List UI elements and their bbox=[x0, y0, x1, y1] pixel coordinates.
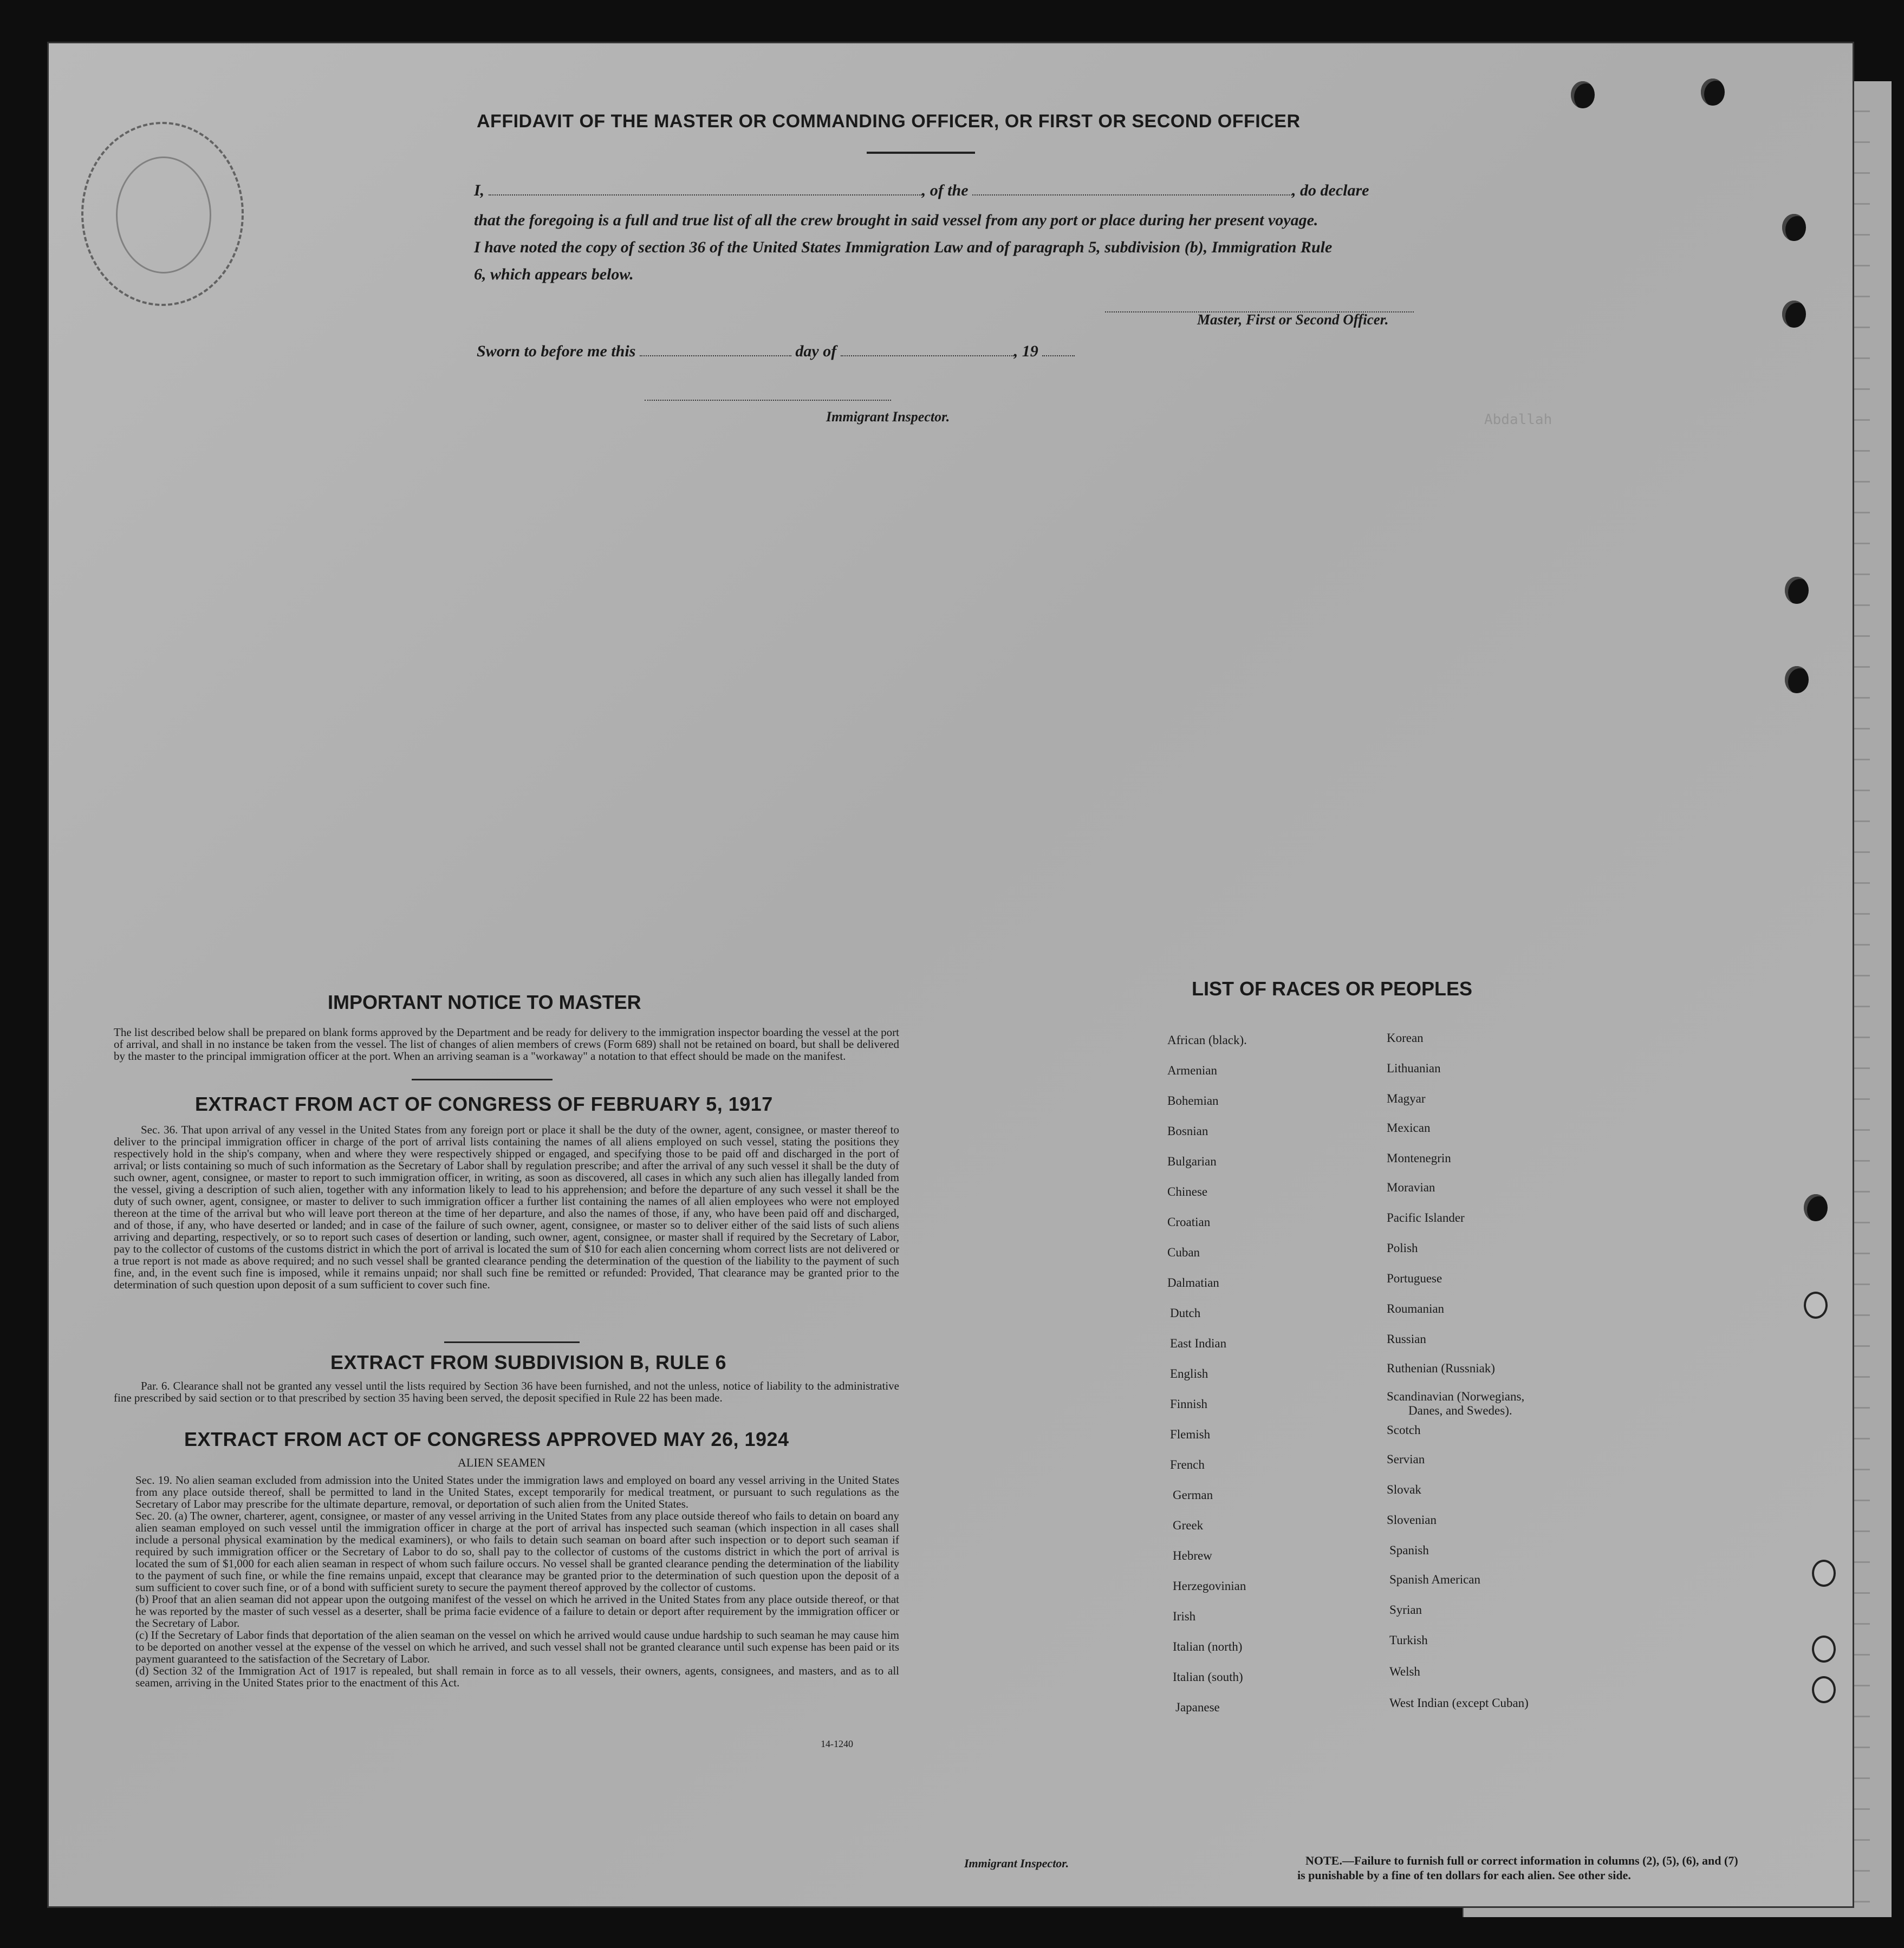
race-item: Irish bbox=[1173, 1610, 1196, 1623]
races-title: LIST OF RACES OR PEOPLES bbox=[1192, 978, 1473, 1000]
punch-hole bbox=[1804, 1194, 1828, 1221]
race-item: African (black). bbox=[1167, 1033, 1247, 1047]
race-item: Danes, and Swedes). bbox=[1408, 1404, 1512, 1417]
race-item: Roumanian bbox=[1387, 1302, 1445, 1315]
race-item: Welsh bbox=[1389, 1665, 1420, 1678]
punch-hole bbox=[1701, 79, 1725, 106]
punch-hole bbox=[1812, 1636, 1836, 1663]
sec-19-text: Sec. 19. No alien seaman excluded from admission into the United States under the immigration laws and employed on board any vessel arriving in the United States from any place outside thereof, shall be permitted to land in the United States, except temporarily for medical treatment, or pursuant to such regulations as the Secretary of Labor may prescribe for the ultimate departure, removal, or deportation of such alien from the United States. bbox=[135, 1474, 899, 1510]
do-declare-label: , do declare bbox=[1292, 181, 1369, 199]
sworn-day-label: day of bbox=[795, 342, 837, 360]
race-item: Herzegovinian bbox=[1173, 1579, 1246, 1593]
race-item: Armenian bbox=[1167, 1064, 1217, 1077]
section-rule bbox=[444, 1341, 580, 1343]
extract-rule6-text: Par. 6. Clearance shall not be granted any vessel until the lists required by Section 36 have been furnished, and not the unless, notice of liability to the administrative fine prescribed by said section or to that prescribed by section 35 having been served, the deposit specified in Rule 22 has been made. bbox=[114, 1379, 899, 1404]
declarant-name-field[interactable] bbox=[489, 194, 922, 196]
race-item: Mexican bbox=[1387, 1121, 1431, 1135]
race-item: Greek bbox=[1173, 1519, 1204, 1532]
race-item: Turkish bbox=[1389, 1633, 1428, 1647]
notice-title: IMPORTANT NOTICE TO MASTER bbox=[328, 991, 641, 1013]
punch-hole bbox=[1782, 214, 1806, 241]
punch-hole bbox=[1785, 666, 1809, 693]
sworn-prefix: Sworn to before me this bbox=[477, 342, 636, 360]
bleed-through-text: Abdallah bbox=[1484, 412, 1552, 428]
footer-note-line-2: is punishable by a fine of ten dollars for each alien. See other side. bbox=[1297, 1868, 1631, 1882]
race-item: Montenegrin bbox=[1387, 1151, 1451, 1165]
race-item: Russian bbox=[1387, 1332, 1426, 1346]
race-item: Polish bbox=[1387, 1241, 1418, 1255]
sec-20a-text: Sec. 20. (a) The owner, charterer, agent, consignee, or master of any vessel arriving in the United States from any place outside thereof who fails to detain on board any alien seaman employed on such vessel until the immigration officer in charge at the port of arrival has inspected such seaman (which inspection in all cases shall include a personal physical examination by the medical examiners), or who fails to detain such seaman on board after such inspection or to deport such seaman if required by such immigration officer or the Secretary of Labor to do so, shall pay to the collector of customs of the customs district in which the port of arrival is located the sum of $1,000 for each alien seaman in respect of whom such failure occurs. No vessel shall be granted clearance pending the determination of the liability to the payment of such fine, or while the fine remains unpaid, except that clearance may be granted prior to the determination of such question upon the deposit of a sum sufficient to cover such fine, or of a bond with sufficient surety to secure the payment thereof approved by the collector of customs. bbox=[135, 1509, 899, 1594]
declarant-label: I, bbox=[474, 181, 485, 199]
race-item: German bbox=[1173, 1488, 1213, 1502]
sec-20d-text: (d) Section 32 of the Immigration Act of 1917 is repealed, but shall remain in force as to all vessels, their owners, agents, consignees, and masters, and as to all seamen, arriving in the United States prior to the enactment of this Act. bbox=[135, 1664, 899, 1689]
declaration-line-2: that the foregoing is a full and true list of all the crew brought in said vessel from any port or place during her present voyage. bbox=[474, 211, 1318, 229]
race-item: West Indian (except Cuban) bbox=[1389, 1696, 1529, 1710]
race-item: East Indian bbox=[1170, 1337, 1227, 1350]
race-item: Syrian bbox=[1389, 1603, 1422, 1617]
race-item: Hebrew bbox=[1173, 1549, 1212, 1562]
race-item: English bbox=[1170, 1367, 1208, 1380]
race-item: Korean bbox=[1387, 1031, 1424, 1045]
race-item: Italian (south) bbox=[1173, 1670, 1243, 1684]
master-signature-label: Master, First or Second Officer. bbox=[1197, 311, 1389, 328]
declaration-line-4: 6, which appears below. bbox=[474, 265, 634, 283]
vessel-name-field[interactable] bbox=[972, 194, 1292, 196]
race-item: Dutch bbox=[1170, 1306, 1201, 1320]
race-item: Chinese bbox=[1167, 1185, 1208, 1198]
extract-rule6-title: EXTRACT FROM SUBDIVISION B, RULE 6 bbox=[330, 1351, 727, 1373]
title-rule bbox=[867, 152, 975, 154]
race-item: Scandinavian (Norwegians, bbox=[1387, 1390, 1525, 1403]
punch-hole bbox=[1571, 81, 1595, 108]
form-number: 14-1240 bbox=[821, 1738, 853, 1749]
sworn-line bbox=[477, 342, 1075, 361]
notice-text: The list described below shall be prepared on blank forms approved by the Department and be ready for delivery to the immigration inspector boarding the vessel at the port of arrival, and shall in no instance be taken from the vessel. The list of changes of alien members of crews (Form 689) shall not be retained on board, but shall be delivered by the master to the principal immigration officer at the port. When an arriving seaman is a "workaway" a notation to that effect should be made on the manifest. bbox=[114, 1026, 899, 1063]
extract-1924-body bbox=[114, 1474, 899, 1689]
sec-20c-text: (c) If the Secretary of Labor finds that deportation of the alien seaman on the vessel on which he arrived would cause undue hardship to such seaman he may cause him to be deported on another vessel at the expense of the vessel on which he arrived, and such vessel shall not be granted clearance until such expense has been paid or its payment guaranteed to the satisfaction of the Secretary of Labor. bbox=[135, 1628, 899, 1665]
race-item: Spanish bbox=[1389, 1543, 1429, 1557]
extract-1917-title: EXTRACT FROM ACT OF CONGRESS OF FEBRUARY 5, 1917 bbox=[195, 1093, 773, 1115]
race-item: Bulgarian bbox=[1167, 1155, 1217, 1168]
race-item: Slovak bbox=[1387, 1483, 1421, 1496]
extract-1924-title: EXTRACT FROM ACT OF CONGRESS APPROVED MAY 26, 1924 bbox=[184, 1428, 789, 1450]
race-item: Flemish bbox=[1170, 1428, 1211, 1441]
sworn-month-field[interactable] bbox=[841, 355, 1014, 356]
race-item: Italian (north) bbox=[1173, 1640, 1243, 1653]
race-item: Japanese bbox=[1175, 1701, 1220, 1714]
of-the-label: , of the bbox=[921, 181, 969, 199]
declaration-line-3: I have noted the copy of section 36 of the United States Immigration Law and of paragraph 5, subdivision (b), Immigration Rule bbox=[474, 238, 1333, 256]
sec-20b-text: (b) Proof that an alien seaman did not appear upon the outgoing manifest of the vessel on which he arrived in the United States from any place outside thereof, or that he was reported by the master of such vessel as a deserter, shall be prima facie evidence of a failure to detain or deport after requirement by the immigration officer or the Secretary of Labor. bbox=[135, 1593, 899, 1630]
race-item: Bosnian bbox=[1167, 1124, 1208, 1138]
section-rule bbox=[412, 1079, 553, 1080]
race-item: Ruthenian (Russniak) bbox=[1387, 1361, 1495, 1375]
race-item: Cuban bbox=[1167, 1246, 1200, 1259]
race-item: Pacific Islander bbox=[1387, 1211, 1465, 1224]
punch-hole bbox=[1782, 301, 1806, 328]
inspector-signature-line[interactable] bbox=[645, 400, 891, 401]
race-item: Dalmatian bbox=[1167, 1276, 1219, 1289]
race-item: Scotch bbox=[1387, 1423, 1421, 1437]
punch-hole bbox=[1812, 1676, 1836, 1703]
race-item: Finnish bbox=[1170, 1397, 1208, 1411]
punch-hole bbox=[1812, 1560, 1836, 1587]
stamp-seal bbox=[81, 122, 244, 306]
race-item: Lithuanian bbox=[1387, 1061, 1441, 1075]
punch-hole bbox=[1785, 577, 1809, 604]
extract-1917-text: Sec. 36. That upon arrival of any vessel in the United States from any foreign port or place it shall be the duty of the owner, agent, consignee, or master thereof to deliver to the principal immigration officer in charge of the port of arrival lists containing the names of all aliens employed on such vessel, stating the positions they respectively hold in the ship's company, when and where they were respectively shipped or engaged, and specifying those to be paid off and discharged in the port of arrival; or lists containing so much of such information as the Secretary of Labor shall by regulation prescribe; and after the arrival of any such vessel it shall be the duty of such owner, agent, consignee, or master to report to such immigration officer, in writing, as soon as discovered, all cases in which any such alien has illegally landed from the vessel, giving a description of such alien, together with any information likely to lead to his apprehension; and before the departure of any such vessel it shall be the duty of such owner, agent, consignee, or master to deliver to such immigration officer a further list containing the names of all alien employees who were not employed thereon at the time of the arrival but who will leave port thereon at the time of her departure, and also the names of those, if any, who have been paid off and discharged, and of those, if any, who have deserted or landed; and in case of the failure of such owner, agent, consignee, or master so to deliver either of the said lists of such aliens arriving and departing, respectively, or so to report such cases of desertion or landing, such owner, agent, consignee, or master shall if required by the Secretary of Labor, pay to the collector of customs of the customs district in which the port of arrival is located the sum of $10 for each alien concerning whom correct lists are not delivered or a true report is not made as above required; and no such vessel shall be granted clearance pending the determination of the question of the liability to the payment of such fine, and, in the event such fine is imposed, while it remains unpaid; nor shall such fine be remitted or refunded: Provided, That clearance may be granted prior to the determination of such question upon deposit of a sum sufficient to cover such fine. bbox=[114, 1123, 899, 1291]
race-item: Servian bbox=[1387, 1452, 1425, 1466]
sworn-day-field[interactable] bbox=[640, 355, 791, 356]
sworn-year-field[interactable] bbox=[1042, 355, 1075, 356]
inspector-signature-label: Immigrant Inspector. bbox=[826, 409, 950, 425]
race-item: Moravian bbox=[1387, 1181, 1435, 1194]
affidavit-title: AFFIDAVIT OF THE MASTER OR COMMANDING OFFICER, OR FIRST OR SECOND OFFICER bbox=[477, 111, 1301, 132]
sworn-year-label: , 19 bbox=[1013, 342, 1038, 360]
race-item: Bohemian bbox=[1167, 1094, 1219, 1107]
race-item: Spanish American bbox=[1389, 1573, 1480, 1586]
footer-note-line-1: NOTE.—Failure to furnish full or correct information in columns (2), (5), (6), and (7) bbox=[1305, 1854, 1738, 1867]
race-item: Portuguese bbox=[1387, 1272, 1442, 1285]
race-item: Slovenian bbox=[1387, 1513, 1437, 1527]
race-item: Magyar bbox=[1387, 1092, 1426, 1105]
race-item: French bbox=[1170, 1458, 1205, 1471]
race-item: Croatian bbox=[1167, 1215, 1211, 1229]
extract-1924-subtitle: ALIEN SEAMEN bbox=[458, 1456, 545, 1469]
punch-hole bbox=[1804, 1292, 1828, 1319]
footer-inspector-label: Immigrant Inspector. bbox=[964, 1856, 1069, 1870]
declaration-line-1 bbox=[474, 181, 1369, 200]
